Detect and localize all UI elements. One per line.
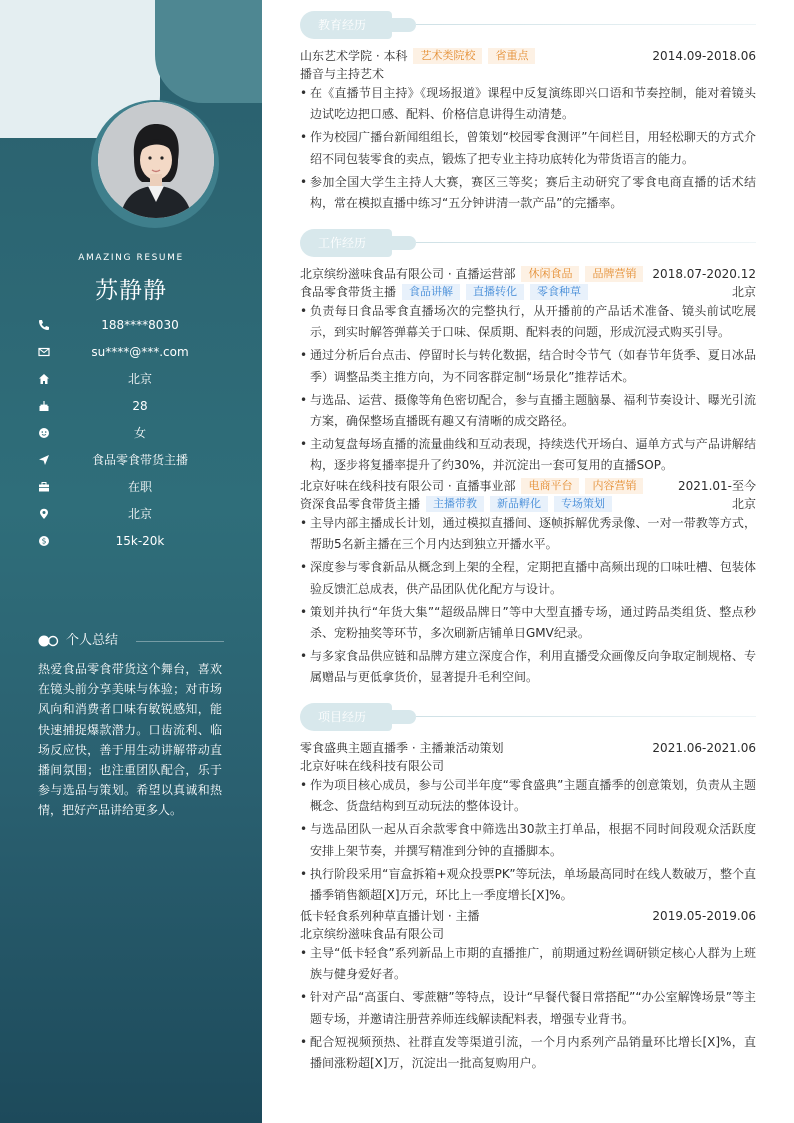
project-2-date: 2019.05-2019.06 [652,909,756,923]
sidebar [0,0,262,1123]
info-gender [0,425,262,452]
info-location-text: 北京 [127,507,152,521]
education-tag: 省重点 [488,48,535,64]
briefcase-icon [38,481,50,493]
toggle-dots-icon [38,635,60,647]
project-1-date: 2021.06-2021.06 [652,741,756,755]
info-status-text: 在职 [127,480,152,494]
list-item: • 与多家食品供应链和品牌方建立深度合作，利用直播受众画像反向争取定制规格、专属赠品与更低拿货价，显著提升毛利空间。 [300,646,756,688]
project-2-org: 北京缤纷滋味食品有限公司 [300,927,445,941]
summary-divider [136,641,224,642]
list-item: • 与选品团队一起从百余款零食中筛选出30款主打单品，根据不同时间段观众活跃度安排上架节奏，并撰写精准到分钟的直播脚本。 [300,819,756,861]
section-projects-pill [300,703,392,731]
project-1-name: 零食盛典主题直播季 · 主播兼活动策划 [300,741,504,755]
job-1-company-tag: 品牌营销 [585,266,643,282]
job-1-header-row [300,265,756,283]
list-item: • 作为校园广播台新闻组组长，曾策划“校园零食测评”午间栏目，用轻松聊天的方式介绍不同包装零食的卖点，锻炼了把专业主持功底转化为带货语言的能力。 [300,127,756,169]
education-tag: 艺术类院校 [413,48,482,64]
list-item: • 主导内部主播成长计划，通过模拟直播间、逐帧拆解优秀录像、一对一带教等方式，帮助5名新主播在三个月内达到独立开播水平。 [300,513,756,555]
project-1-org-row [300,757,756,775]
info-list [0,317,262,560]
info-status [0,479,262,506]
cake-icon [38,400,50,412]
info-position [0,452,262,479]
job-1-date: 2018.07-2020.12 [652,267,756,281]
info-home-text: 北京 [127,372,152,386]
info-salary-text: 15k-20k [115,534,165,548]
job-1-role-tag: 食品讲解 [402,284,460,300]
section-education-title: 教育经历 [318,18,367,32]
list-item: • 在《直播节目主持》《现场报道》课程中反复演练即兴口语和节奏控制，能对着镜头边试吃边把口感、配料、价格信息讲得生动清楚。 [300,83,756,125]
section-work-pill [300,229,392,257]
candidate-name: 苏静静 [95,278,167,304]
info-home [0,371,262,398]
svg-text:$: $ [41,536,47,546]
job-2-header-row [300,477,756,495]
list-item: • 主动复盘每场直播的流量曲线和互动表现，持续迭代开场白、逼单方式与产品讲解结构，逐步将复播率提升了约30%，并沉淀出一套可复用的直播SOP。 [300,434,756,476]
section-education-pill [300,11,392,39]
job-1-city: 北京 [731,285,756,299]
list-item: • 配合短视频预热、社群直发等渠道引流，一个月内系列产品销量环比增长[X]%，直播间涨粉超[X]万，沉淀出一批高复购用户。 [300,1032,756,1074]
section-divider [416,24,756,25]
list-item: • 参加全国大学生主持人大赛，赛区三等奖；赛后主动研究了零食电商直播的话术结构，常在模拟直播中练习“五分钟讲清一款产品”的完播率。 [300,172,756,214]
job-2-city: 北京 [731,497,756,511]
money-icon [38,535,50,547]
job-2-company: 北京好味在线科技有限公司 · 直播事业部 [300,479,516,493]
list-item: • 主导“低卡轻食”系列新品上市期的直播推广，前期通过粉丝调研锁定核心人群为上班族与健身爱好者。 [300,943,756,985]
home-icon [38,373,50,385]
phone-icon [38,319,50,331]
list-item: • 执行阶段采用“盲盒拆箱+观众投票PK”等玩法，单场最高同时在线人数破万，整个直播季销售额超[X]万元，环比上一季度增长[X]%。 [300,864,756,906]
info-position-text: 食品零食带货主播 [91,453,188,467]
project-2-name: 低卡轻食系列种草直播计划 · 主播 [300,909,480,923]
resume-brand: AMAZING RESUME [78,253,184,263]
summary-text: 热爱食品零食带货这个舞台，喜欢在镜头前分享美味与体验；对市场风向和消费者口味有敏锐感知，能快速捕捉爆款潜力。口齿流利、临场反应快，善于用生动讲解带动直播间氛围；也注重团队配合，乐于参与选品与策划。希望以真诚和热情，把好产品讲给更多人。 [38,662,222,818]
education-major: 播音与主持艺术 [300,67,385,81]
project-1-bullets [300,775,756,908]
job-2-company-tag: 电商平台 [521,478,579,494]
info-email [0,344,262,371]
job-2-date: 2021.01-至今 [678,479,756,493]
info-gender-text: 女 [133,426,146,440]
info-salary [0,533,262,560]
location-icon [38,508,50,520]
education-header-row [300,47,756,65]
job-1-bullets [300,301,756,479]
list-item: • 负责每日食品零食直播场次的完整执行，从开播前的产品话术准备、镜头前试吃展示，到实时解答弹幕关于口味、保质期、配料表的问题，形成沉浸式购买引导。 [300,301,756,343]
info-age [0,398,262,425]
education-bullets [300,83,756,216]
job-2-role: 资深食品零食带货主播 [300,497,421,511]
info-location [0,506,262,533]
list-item: • 策划并执行“年货大集”“超级品牌日”等中大型直播专场，通过跨品类组货、整点秒杀、宠粉抽奖等环节，多次刷新店铺单日GMV纪录。 [300,602,756,644]
job-2-role-row [300,495,756,513]
list-item: • 通过分析后台点击、停留时长与转化数据，结合时令节气（如春节年货季、夏日冰品季）调整品类主推方向，为不同客群定制“场景化”推荐话术。 [300,345,756,387]
job-1-company: 北京缤纷滋味食品有限公司 · 直播运营部 [300,267,516,281]
education-date: 2014.09-2018.06 [652,49,756,63]
job-1-role-row [300,283,756,301]
section-education-header [300,11,756,39]
project-2-org-row [300,925,756,943]
info-email-text: su****@***.com [91,345,189,359]
face-icon [38,427,50,439]
decor-shape-teal [155,0,262,103]
section-divider [416,242,756,243]
job-2-role-tag: 专场策划 [554,496,612,512]
section-projects-title: 项目经历 [318,710,367,724]
summary-header [38,631,224,651]
info-phone [0,317,262,344]
list-item: • 与选品、运营、摄像等角色密切配合，参与直播主题脑暴、福利节奏设计、曝光引流方案，确保整场直播既有趣又有清晰的成交路径。 [300,390,756,432]
summary-title: 个人总结 [66,633,119,648]
job-2-company-tag: 内容营销 [585,478,643,494]
send-icon [38,454,50,466]
project-2-bullets [300,943,756,1076]
list-item: • 作为项目核心成员，参与公司半年度“零食盛典”主题直播季的创意策划，负责从主题概念、货盘结构到互动玩法的整体设计。 [300,775,756,817]
project-1-header-row [300,739,756,757]
section-work-header [300,229,756,257]
list-item: • 深度参与零食新品从概念到上架的全程，定期把直播中高频出现的口味吐槽、包装体验反馈汇总成表，供产品团队优化配方与设计。 [300,557,756,599]
section-projects-header [300,703,756,731]
project-2-header-row [300,907,756,925]
education-major-row [300,65,756,83]
info-age-text: 28 [132,399,148,413]
avatar [98,102,214,218]
job-1-role-tag: 直播转化 [466,284,524,300]
mail-icon [38,346,50,358]
section-divider [416,716,756,717]
project-1-org: 北京好味在线科技有限公司 [300,759,445,773]
job-1-company-tag: 休闲食品 [521,266,579,282]
job-2-role-tag: 新品孵化 [490,496,548,512]
job-2-bullets [300,513,756,691]
info-phone-text: 188****8030 [101,318,179,332]
job-1-role-tag: 零食种草 [530,284,588,300]
education-school: 山东艺术学院 · 本科 [300,49,408,63]
portrait-icon [98,102,214,218]
job-2-role-tag: 主播带教 [426,496,484,512]
job-1-role: 食品零食带货主播 [300,285,397,299]
section-work-title: 工作经历 [318,236,367,250]
list-item: • 针对产品“高蛋白、零蔗糖”等特点，设计“早餐代餐日常搭配”“办公室解馋场景”等主题专场，并邀请注册营养师连线解读配料表，增强专业背书。 [300,987,756,1029]
